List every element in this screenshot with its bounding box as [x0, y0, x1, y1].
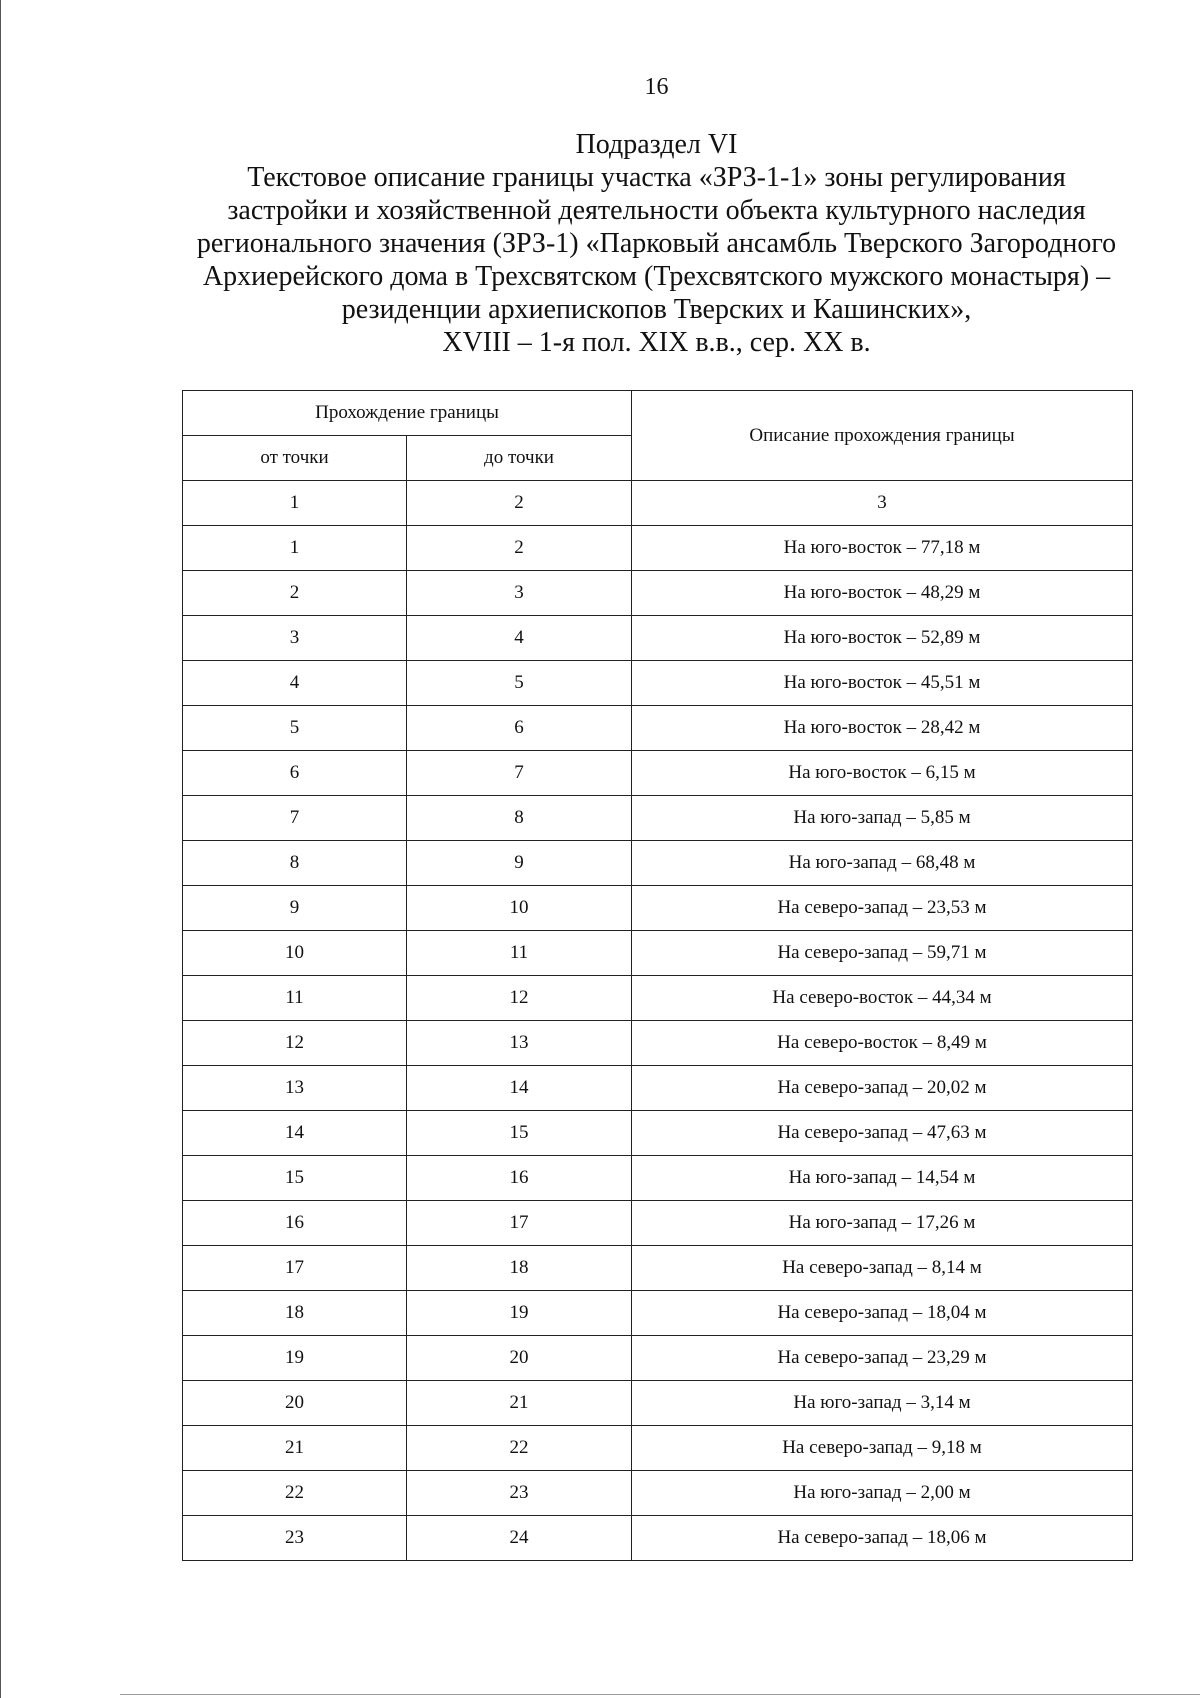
table-row [183, 1156, 1133, 1201]
from-point-cell: 10 [183, 931, 407, 976]
from-point-cell: 14 [183, 1111, 407, 1156]
description-cell: На юго-запад – 68,48 м [632, 841, 1133, 886]
title-line: XVIII – 1-я пол. XIX в.в., сер. XX в. [442, 327, 871, 358]
table-row [183, 1381, 1133, 1426]
description-cell: На северо-запад – 20,02 м [632, 1066, 1133, 1111]
description-cell: На северо-запад – 47,63 м [632, 1111, 1133, 1156]
table-row [183, 1291, 1133, 1336]
table-row [183, 1426, 1133, 1471]
to-point-cell: 16 [407, 1156, 632, 1201]
table-row [183, 1516, 1133, 1561]
boundary-table [182, 390, 1133, 1561]
to-point-cell: 24 [407, 1516, 632, 1561]
boundary-table-body [183, 391, 1133, 1561]
from-point-cell: 17 [183, 1246, 407, 1291]
table-row [183, 526, 1133, 571]
description-cell: На северо-запад – 9,18 м [632, 1426, 1133, 1471]
table-row [183, 751, 1133, 796]
table-row [183, 841, 1133, 886]
from-point-cell: 15 [183, 1156, 407, 1201]
table-row [183, 1201, 1133, 1246]
description-cell: На северо-запад – 23,53 м [632, 886, 1133, 931]
table-row [183, 661, 1133, 706]
description-cell: На северо-восток – 8,49 м [632, 1021, 1133, 1066]
to-point-cell: 2 [407, 526, 632, 571]
description-cell: На юго-восток – 6,15 м [632, 751, 1133, 796]
to-point-cell: 20 [407, 1336, 632, 1381]
description-cell: На юго-запад – 14,54 м [632, 1156, 1133, 1201]
header-group-cell: Прохождение границы [183, 391, 632, 436]
from-point-cell: 1 [183, 526, 407, 571]
from-point-cell: 7 [183, 796, 407, 841]
header-to-cell: до точки [407, 436, 632, 481]
description-cell: На северо-запад – 59,71 м [632, 931, 1133, 976]
from-point-cell: 3 [183, 616, 407, 661]
description-cell: На северо-запад – 18,04 м [632, 1291, 1133, 1336]
to-point-cell: 22 [407, 1426, 632, 1471]
table-row [183, 1066, 1133, 1111]
column-number-cell: 3 [632, 481, 1133, 526]
table-row [183, 1021, 1133, 1066]
from-point-cell: 20 [183, 1381, 407, 1426]
title-line: резиденции архиепископов Тверских и Кашинских», [341, 294, 972, 325]
section-title [120, 128, 1193, 359]
description-cell: На северо-запад – 23,29 м [632, 1336, 1133, 1381]
to-point-cell: 21 [407, 1381, 632, 1426]
header-from-cell: от точки [183, 436, 407, 481]
to-point-cell: 13 [407, 1021, 632, 1066]
to-point-cell: 19 [407, 1291, 632, 1336]
table-row [183, 571, 1133, 616]
to-point-cell: 3 [407, 571, 632, 616]
table-row [183, 931, 1133, 976]
to-point-cell: 18 [407, 1246, 632, 1291]
from-point-cell: 22 [183, 1471, 407, 1516]
from-point-cell: 5 [183, 706, 407, 751]
description-cell: На юго-запад – 3,14 м [632, 1381, 1133, 1426]
table-row [183, 796, 1133, 841]
scan-bottom-line [120, 1694, 1200, 1695]
description-cell: На юго-восток – 48,29 м [632, 571, 1133, 616]
to-point-cell: 8 [407, 796, 632, 841]
description-cell: На юго-восток – 28,42 м [632, 706, 1133, 751]
from-point-cell: 18 [183, 1291, 407, 1336]
table-row [183, 1111, 1133, 1156]
from-point-cell: 21 [183, 1426, 407, 1471]
description-cell: На юго-запад – 5,85 м [632, 796, 1133, 841]
to-point-cell: 17 [407, 1201, 632, 1246]
table-header-row [183, 391, 1133, 436]
table-row [183, 616, 1133, 661]
to-point-cell: 6 [407, 706, 632, 751]
from-point-cell: 16 [183, 1201, 407, 1246]
description-cell: На северо-восток – 44,34 м [632, 976, 1133, 1021]
title-line: регионального значения (ЗРЗ-1) «Парковый ансамбль Тверского Загородного [196, 228, 1117, 259]
description-cell: На юго-запад – 17,26 м [632, 1201, 1133, 1246]
from-point-cell: 11 [183, 976, 407, 1021]
page-number: 16 [644, 74, 669, 100]
from-point-cell: 19 [183, 1336, 407, 1381]
title-line: Текстовое описание границы участка «ЗРЗ-1-1» зоны регулирования [247, 162, 1066, 193]
title-line: застройки и хозяйственной деятельности объекта культурного наследия [227, 195, 1086, 226]
description-cell: На юго-восток – 52,89 м [632, 616, 1133, 661]
to-point-cell: 12 [407, 976, 632, 1021]
to-point-cell: 9 [407, 841, 632, 886]
to-point-cell: 15 [407, 1111, 632, 1156]
from-point-cell: 13 [183, 1066, 407, 1111]
description-cell: На юго-восток – 77,18 м [632, 526, 1133, 571]
description-cell: На юго-запад – 2,00 м [632, 1471, 1133, 1516]
from-point-cell: 23 [183, 1516, 407, 1561]
description-cell: На северо-запад – 8,14 м [632, 1246, 1133, 1291]
to-point-cell: 4 [407, 616, 632, 661]
to-point-cell: 14 [407, 1066, 632, 1111]
description-cell: На юго-восток – 45,51 м [632, 661, 1133, 706]
scan-edge-line [0, 0, 1, 1698]
column-number-cell: 2 [407, 481, 632, 526]
table-row [183, 1471, 1133, 1516]
from-point-cell: 12 [183, 1021, 407, 1066]
table-row [183, 1246, 1133, 1291]
title-line: Архиерейского дома в Трехсвятском (Трехсвятского мужского монастыря) – [202, 261, 1111, 292]
to-point-cell: 11 [407, 931, 632, 976]
column-number-row [183, 481, 1133, 526]
title-line: Подраздел VI [575, 129, 738, 160]
from-point-cell: 4 [183, 661, 407, 706]
header-description-cell: Описание прохождения границы [632, 391, 1133, 481]
to-point-cell: 10 [407, 886, 632, 931]
table-row [183, 886, 1133, 931]
to-point-cell: 23 [407, 1471, 632, 1516]
description-cell: На северо-запад – 18,06 м [632, 1516, 1133, 1561]
to-point-cell: 7 [407, 751, 632, 796]
from-point-cell: 8 [183, 841, 407, 886]
from-point-cell: 9 [183, 886, 407, 931]
to-point-cell: 5 [407, 661, 632, 706]
from-point-cell: 2 [183, 571, 407, 616]
table-row [183, 1336, 1133, 1381]
table-row [183, 976, 1133, 1021]
table-row [183, 706, 1133, 751]
from-point-cell: 6 [183, 751, 407, 796]
column-number-cell: 1 [183, 481, 407, 526]
